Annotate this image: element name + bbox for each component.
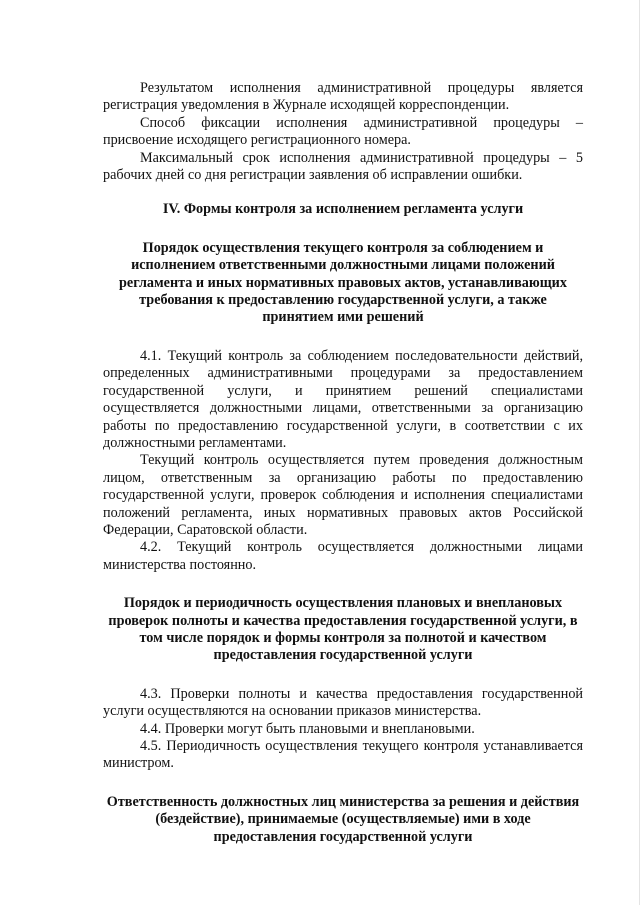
paragraph-4-3: 4.3. Проверки полноты и качества предоставления государственной услуги осуществляются на основании приказов министерства. [103, 685, 583, 720]
subsection-title-inspections: Порядок и периодичность осуществления плановых и внеплановых проверок полноты и качества предоставления государственной услуги, в том числе порядок и формы контроля за полнотой и качеством предоставления государственной услуги [108, 595, 578, 664]
subsection-title-responsibility: Ответственность должностных лиц министерства за решения и действия (бездействие), принимаемые (осуществляемые) ими в ходе предоставления государственной услуги [106, 793, 580, 845]
subsection-title-current-control: Порядок осуществления текущего контроля за соблюдением и исполнением ответственными должностными лицами положений регламента и иных нормативных правовых актов, устанавливающих требования к предоставлению государственной услуги, а также принятием ими решений [119, 239, 567, 326]
paragraph-4-4: 4.4. Проверки могут быть плановыми и внеплановыми. [140, 720, 475, 737]
document-page [103, 80, 583, 846]
paragraph-current-control-method: Текущий контроль осуществляется путем проведения должностным лицом, ответственным за организацию работы по предоставлению государственной услуги, проверок соблюдения и исполнения специалистами положений регламента, иных нормативных правовых актов Российской Федерации, Саратовской области. [103, 452, 583, 538]
paragraph-fixation-method: Способ фиксации исполнения административной процедуры – присвоение исходящего регистрационного номера. [103, 114, 583, 149]
paragraph-max-term: Максимальный срок исполнения административной процедуры – 5 рабочих дней со дня регистрации заявления об исправлении ошибки. [103, 149, 583, 184]
section-title: IV. Формы контроля за исполнением регламента услуги [162, 201, 524, 218]
paragraph-4-5: 4.5. Периодичность осуществления текущего контроля устанавливается министром. [103, 738, 583, 772]
paragraph-result: Результатом исполнения административной процедуры является регистрация уведомления в Журнале исходящей корреспонденции. [103, 80, 583, 114]
paragraph-4-2: 4.2. Текущий контроль осуществляется должностными лицами министерства постоянно. [103, 539, 583, 573]
paragraph-4-1: 4.1. Текущий контроль за соблюдением последовательности действий, определенных административными процедурами за предоставлением государственной услуги, и принятием решений специалистами осуществляется должностными лицами, ответственными за организацию работы по предоставлению государственной услуги, в соответствии с их должностными регламентами. [103, 347, 583, 451]
